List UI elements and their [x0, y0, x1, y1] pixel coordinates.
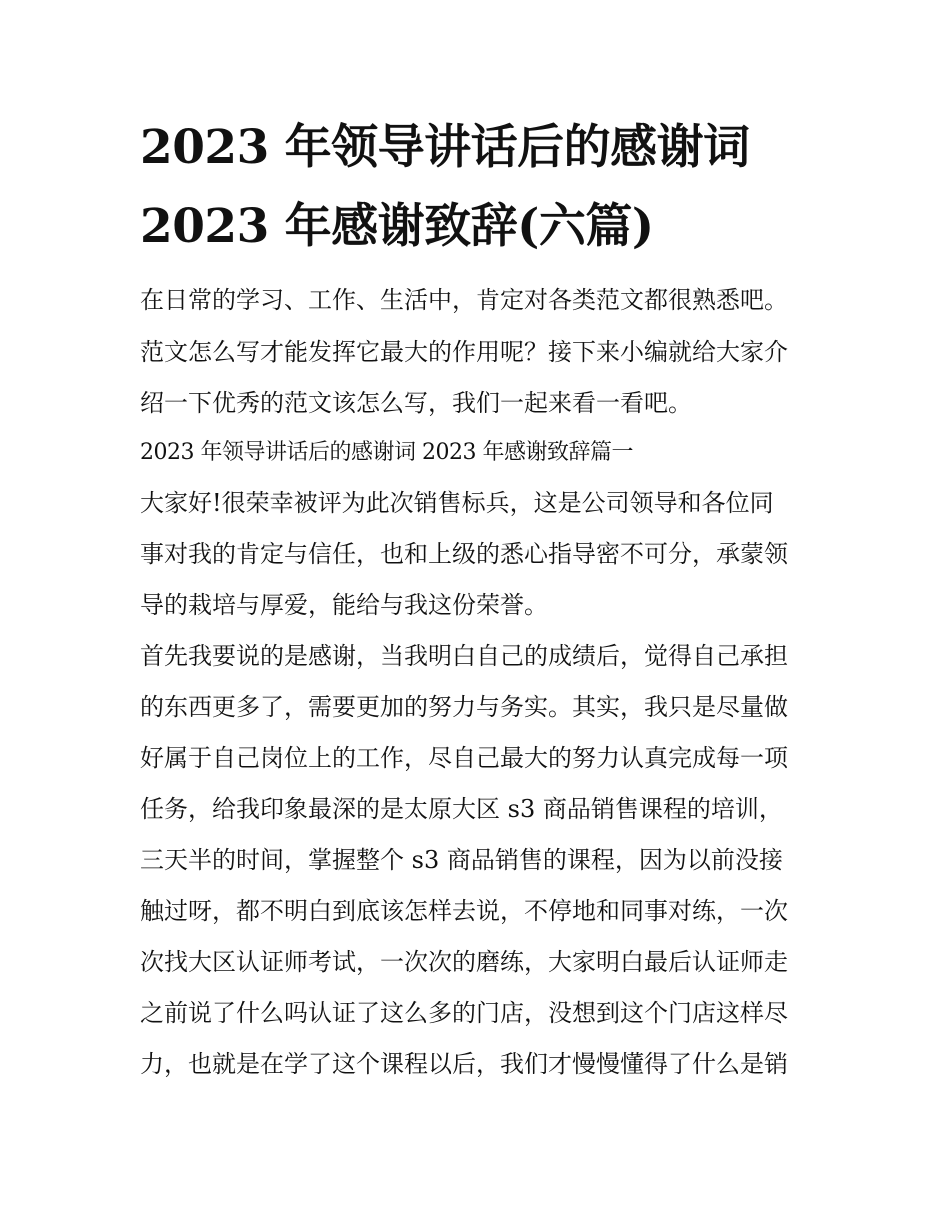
- paragraph2-line-4: 任务，给我印象最深的是太原大区 s3 商品销售课程的培训，: [140, 795, 783, 823]
- paragraph2-line-9: 力，也就是在学了这个课程以后，我们才慢慢懂得了什么是销: [140, 1050, 788, 1078]
- intro-line-2: 范文怎么写才能发挥它最大的作用呢？接下来小编就给大家介: [140, 338, 788, 366]
- section-heading: 2023 年领导讲话后的感谢词 2023 年感谢致辞篇一: [140, 440, 633, 465]
- intro-line-3: 绍一下优秀的范文该怎么写，我们一起来看一看吧。: [140, 389, 692, 417]
- paragraph2-line-8: 之前说了什么吗认证了这么多的门店，没想到这个门店这样尽: [140, 999, 788, 1027]
- paragraph1-line-2: 事对我的肯定与信任，也和上级的悉心指导密不可分，承蒙领: [140, 540, 788, 568]
- intro-line-1: 在日常的学习、工作、生活中，肯定对各类范文都很熟悉吧。: [140, 286, 788, 314]
- paragraph1-line-1: 大家好!很荣幸被评为此次销售标兵，这是公司领导和各位同: [140, 489, 774, 517]
- paragraph2-line-3: 好属于自己岗位上的工作，尽自己最大的努力认真完成每一项: [140, 744, 788, 772]
- paragraph2-line-6: 触过呀，都不明白到底该怎样去说，不停地和同事对练，一次: [140, 897, 788, 925]
- document-title-line-1: 2023 年领导讲话后的感谢词: [140, 120, 750, 175]
- paragraph2-line-2: 的东西更多了，需要更加的努力与务实。其实，我只是尽量做: [140, 693, 788, 721]
- paragraph2-line-7: 次找大区认证师考试，一次次的磨练，大家明白最后认证师走: [140, 948, 788, 976]
- paragraph1-line-3: 导的栽培与厚爱，能给与我这份荣誉。: [140, 591, 548, 619]
- document-title-line-2: 2023 年感谢致辞(六篇): [140, 199, 654, 254]
- paragraph2-line-5: 三天半的时间，掌握整个 s3 商品销售的课程，因为以前没接: [140, 846, 783, 874]
- paragraph2-line-1: 首先我要说的是感谢，当我明白自己的成绩后，觉得自己承担: [140, 642, 788, 670]
